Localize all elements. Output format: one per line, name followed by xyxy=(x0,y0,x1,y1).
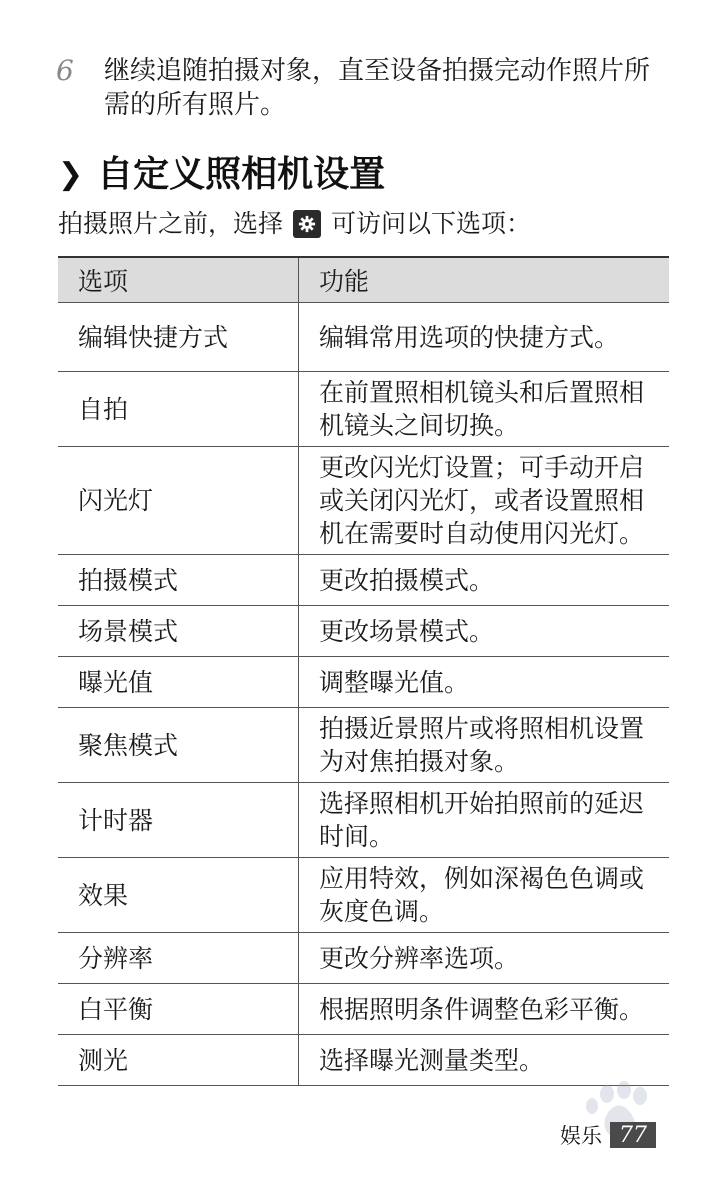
intro-text xyxy=(58,206,531,242)
table-row xyxy=(58,933,669,984)
function-cell: 更改分辨率选项。 xyxy=(299,933,670,984)
function-cell: 编辑常用选项的快捷方式。 xyxy=(299,303,670,372)
intro-after: 可访问以下选项： xyxy=(331,209,532,238)
function-cell: 选择曝光测量类型。 xyxy=(299,1035,670,1086)
table-row xyxy=(58,657,669,708)
table-row xyxy=(58,783,669,858)
function-cell: 应用特效，例如深褐色色调或灰度色调。 xyxy=(299,858,670,933)
function-cell: 选择照相机开始拍照前的延迟时间。 xyxy=(299,783,670,858)
header-function: 功能 xyxy=(299,257,670,303)
option-cell: 编辑快捷方式 xyxy=(58,303,299,372)
page-number: 77 xyxy=(610,1122,656,1148)
function-cell: 拍摄近景照片或将照相机设置为对焦拍摄对象。 xyxy=(299,708,670,783)
option-cell: 聚焦模式 xyxy=(58,708,299,783)
table-header-row xyxy=(58,257,669,303)
gear-icon xyxy=(293,210,321,238)
table-row xyxy=(58,984,669,1035)
option-cell: 曝光值 xyxy=(58,657,299,708)
section-title: 自定义照相机设置 xyxy=(97,154,386,195)
option-cell: 分辨率 xyxy=(58,933,299,984)
table-row xyxy=(58,708,669,783)
option-cell: 闪光灯 xyxy=(58,447,299,555)
option-cell: 场景模式 xyxy=(58,606,299,657)
section-heading xyxy=(58,150,385,200)
options-table xyxy=(58,256,669,1086)
header-option: 选项 xyxy=(58,257,299,303)
chevron-right-icon: ❯ xyxy=(58,157,84,192)
table-row xyxy=(58,555,669,606)
intro-before: 拍摄照片之前，选择 xyxy=(58,209,284,238)
step-text: 继续追随拍摄对象，直至设备拍摄完动作照片所需的所有照片。 xyxy=(104,56,651,120)
table-row xyxy=(58,858,669,933)
page-footer xyxy=(560,1120,656,1150)
function-cell: 更改闪光灯设置；可手动开启或关闭闪光灯，或者设置照相机在需要时自动使用闪光灯。 xyxy=(299,447,670,555)
option-cell: 拍摄模式 xyxy=(58,555,299,606)
table-row xyxy=(58,1035,669,1086)
step-number: 6 xyxy=(56,54,74,87)
table-row xyxy=(58,303,669,372)
option-cell: 自拍 xyxy=(58,372,299,447)
option-cell: 测光 xyxy=(58,1035,299,1086)
table-row xyxy=(58,447,669,555)
function-cell: 根据照明条件调整色彩平衡。 xyxy=(299,984,670,1035)
function-cell: 更改场景模式。 xyxy=(299,606,670,657)
function-cell: 在前置照相机镜头和后置照相机镜头之间切换。 xyxy=(299,372,670,447)
option-cell: 白平衡 xyxy=(58,984,299,1035)
option-cell: 计时器 xyxy=(58,783,299,858)
option-cell: 效果 xyxy=(58,858,299,933)
function-cell: 更改拍摄模式。 xyxy=(299,555,670,606)
function-cell: 调整曝光值。 xyxy=(299,657,670,708)
table-row xyxy=(58,372,669,447)
footer-section-label: 娱乐 xyxy=(560,1124,602,1148)
table-row xyxy=(58,606,669,657)
